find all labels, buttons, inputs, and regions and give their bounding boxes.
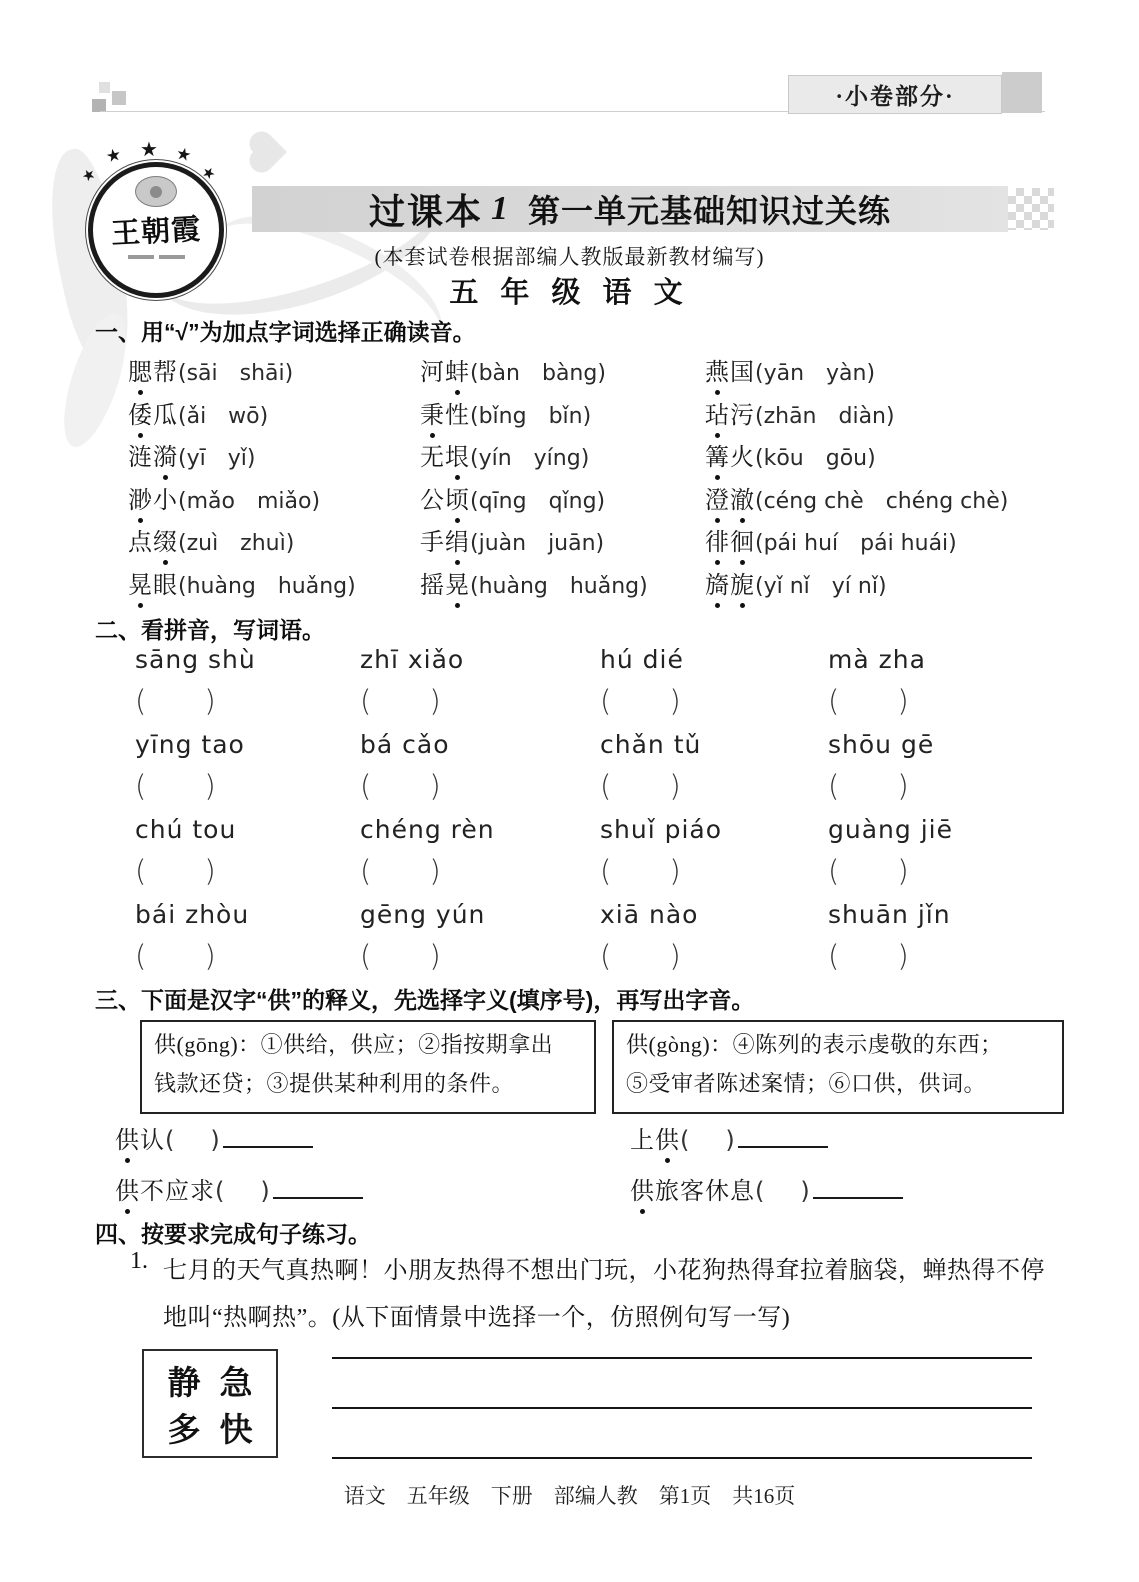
pinyin-options: (ǎi wō) <box>178 403 269 429</box>
pinyin-options: (céng chè chéng chè) <box>755 488 1009 514</box>
answer-parentheses: ( ) <box>680 1126 735 1154</box>
word-choice-item <box>420 522 705 565</box>
dotted-word: 渺小 <box>128 488 178 514</box>
answer-parentheses: ( ) <box>600 769 681 803</box>
dotted-word: 摇晃 <box>420 573 470 599</box>
word-choice-item <box>420 437 705 480</box>
answer-parentheses: ( ) <box>360 939 441 973</box>
answer-parentheses: ( ) <box>215 1177 270 1205</box>
pinyin-item <box>828 815 1055 900</box>
star-icon: ★ <box>104 144 123 167</box>
answer-parentheses: ( ) <box>600 854 681 888</box>
pinyin-label: mà zha <box>828 645 926 674</box>
dotted-word: 腮帮 <box>128 360 178 386</box>
definition-box-gong1 <box>140 1020 596 1114</box>
item-number: 1. <box>130 1248 148 1274</box>
answer-parentheses: ( ) <box>360 854 441 888</box>
definition-box-gong2 <box>612 1020 1064 1114</box>
answer-parentheses: ( ) <box>135 684 216 718</box>
unit-title-band <box>252 186 1008 232</box>
dotted-word: 上供 <box>630 1128 680 1154</box>
dotted-word: 供不应求 <box>115 1179 215 1205</box>
dotted-word: 公顷 <box>420 488 470 514</box>
word-choice-item <box>705 522 1035 565</box>
dotted-word: 点缀 <box>128 530 178 556</box>
answer-parentheses: ( ) <box>360 769 441 803</box>
pinyin-item <box>828 730 1055 815</box>
dotted-word: 玷污 <box>705 403 755 429</box>
answer-parentheses: ( ) <box>600 939 681 973</box>
grade-title: 五 年 级 语 文 <box>449 277 690 309</box>
pinyin-options: (pái huí pái huái) <box>755 531 957 556</box>
pinyin-options: (yī yǐ) <box>178 446 256 471</box>
dotted-word: 徘徊 <box>705 530 755 556</box>
pinyin-label: bái zhòu <box>135 900 250 929</box>
word-choice-item <box>128 565 420 608</box>
section-2-heading: 二、看拼音，写词语。 <box>95 617 325 643</box>
dotted-word: 倭瓜 <box>128 403 178 429</box>
pinyin-label: sāng shù <box>135 645 256 674</box>
pinyin-label: guàng jiē <box>828 815 953 844</box>
print-mark <box>112 91 126 105</box>
pinyin-options: (huàng huǎng) <box>470 573 648 599</box>
answer-parentheses: ( ) <box>828 769 909 803</box>
word-choice-item <box>420 480 705 523</box>
pinyin-options: (yǐ nǐ yí nǐ) <box>755 573 887 599</box>
hint-word: 静 <box>167 1364 201 1401</box>
word-choice-item <box>705 480 1035 523</box>
pinyin-item <box>360 900 600 985</box>
pinyin-writing-grid <box>135 645 1055 985</box>
dotted-word: 晃眼 <box>128 573 178 599</box>
pinyin-label: gēng yún <box>360 900 486 929</box>
pinyin-label: bá cǎo <box>360 730 450 759</box>
page-footer: 语文 五年级 下册 部编人教 第1页 共16页 <box>343 1484 796 1508</box>
pinyin-options: (qīng qǐng) <box>470 488 606 514</box>
corner-tag <box>788 75 1002 114</box>
word-choice-item <box>705 395 1035 438</box>
pinyin-item <box>360 730 600 815</box>
pinyin-item <box>360 815 600 900</box>
pinyin-options: (juàn juān) <box>470 531 605 556</box>
hint-word: 多 <box>167 1411 201 1448</box>
word-choice-item <box>128 395 420 438</box>
brand-name: 王朝霞 <box>110 213 202 251</box>
pinyin-item <box>360 645 600 730</box>
corner-tag-label: ·小卷部分· <box>835 84 955 109</box>
pinyin-item <box>135 815 360 900</box>
definition-line: 钱款还贷；③提供某种利用的条件。 <box>154 1071 515 1096</box>
pronunciation-choice-grid <box>128 352 1035 607</box>
subtitle: (本套试卷根据部编人教版最新教材编写) <box>374 245 765 269</box>
gong-usage-list <box>115 1120 1050 1222</box>
pinyin-label: shuǐ piáo <box>600 815 723 844</box>
pinyin-item <box>135 900 360 985</box>
pinyin-options: (zuì zhuì) <box>178 531 295 556</box>
word-choice-item <box>705 352 1035 395</box>
pinyin-options: (yín yíng) <box>470 446 590 471</box>
pinyin-label: shōu gē <box>828 730 935 759</box>
answer-parentheses: ( ) <box>135 769 216 803</box>
pinyin-options: (yān yàn) <box>755 361 876 386</box>
pinyin-options: (sāi shāi) <box>178 361 294 386</box>
section-4-heading: 四、按要求完成句子练习。 <box>95 1221 371 1247</box>
portrait-icon <box>135 176 177 207</box>
dotted-word: 旖旎 <box>705 573 755 599</box>
title-main: 第一单元基础知识过关练 <box>528 193 892 229</box>
answer-parentheses: ( ) <box>135 854 216 888</box>
pinyin-item <box>135 730 360 815</box>
dotted-word: 澄澈 <box>705 488 755 514</box>
word-choice-item <box>420 565 705 608</box>
pinyin-item <box>135 645 360 730</box>
pinyin-label: hú dié <box>600 645 684 674</box>
dotted-word: 秉性 <box>420 403 470 429</box>
pinyin-item <box>828 900 1055 985</box>
star-icon: ★ <box>174 143 194 166</box>
gong-usage-item <box>115 1120 630 1171</box>
gong-usage-item <box>630 1120 1050 1171</box>
writing-line <box>332 1407 1032 1409</box>
pinyin-item <box>600 815 828 900</box>
pinyin-item <box>600 730 828 815</box>
pinyin-options: (zhān diàn) <box>755 403 895 429</box>
dotted-word: 篝火 <box>705 445 755 471</box>
pinyin-item <box>828 645 1055 730</box>
answer-parentheses: ( ) <box>828 684 909 718</box>
answer-parentheses: ( ) <box>755 1177 810 1205</box>
dotted-word: 供旅客休息 <box>630 1179 755 1205</box>
sentence-exercise-item <box>130 1248 1070 1342</box>
pinyin-options: (kōu gōu) <box>755 446 876 471</box>
word-choice-item <box>128 352 420 395</box>
gong-usage-item <box>115 1171 630 1222</box>
answer-parentheses: ( ) <box>135 939 216 973</box>
item-text: 七月的天气真热啊！小朋友热得不想出门玩，小花狗热得耷拉着脑袋，蝉热得不停地叫“热啊热”。(从下面情景中选择一个，仿照例句写一写) <box>163 1258 1045 1331</box>
word-choice-item <box>128 522 420 565</box>
pinyin-label: chǎn tǔ <box>600 730 702 759</box>
corner-square <box>1002 72 1042 113</box>
star-icon: ★ <box>78 164 100 187</box>
writing-line <box>332 1457 1032 1459</box>
answer-parentheses: ( ) <box>360 684 441 718</box>
hint-word-box <box>142 1349 278 1458</box>
dotted-word: 手绢 <box>420 530 470 556</box>
print-mark <box>99 82 110 93</box>
dotted-word: 无垠 <box>420 445 470 471</box>
hint-word: 急 <box>219 1364 253 1401</box>
gong-usage-item <box>630 1171 1050 1222</box>
pinyin-options: (bàn bàng) <box>470 361 606 386</box>
title-prefix: 过课本 <box>368 191 483 232</box>
word-choice-item <box>128 480 420 523</box>
pinyin-label: chú tou <box>135 815 237 844</box>
pinyin-options: (mǎo miǎo) <box>178 488 321 514</box>
word-choice-item <box>128 437 420 480</box>
answer-parentheses: ( ) <box>828 939 909 973</box>
pinyin-options: (bǐng bǐn) <box>470 403 592 429</box>
pinyin-label: shuān jǐn <box>828 900 951 929</box>
answer-parentheses: ( ) <box>828 854 909 888</box>
star-icon: ★ <box>198 162 219 185</box>
star-icon: ★ <box>140 139 158 161</box>
word-choice-item <box>705 565 1035 608</box>
dotted-word: 燕国 <box>705 360 755 386</box>
answer-blank <box>738 1122 828 1148</box>
pinyin-label: zhī xiǎo <box>360 645 465 674</box>
definition-line: 供(gōng)：①供给，供应；②指按期拿出 <box>154 1032 554 1057</box>
word-choice-item <box>420 352 705 395</box>
section-3-heading: 三、下面是汉字“供”的释义，先选择字义(填序号)，再写出字音。 <box>95 987 755 1013</box>
word-choice-item <box>420 395 705 438</box>
hint-word: 快 <box>219 1411 253 1448</box>
section-1-heading: 一、用“√”为加点字词选择正确读音。 <box>95 319 476 345</box>
pinyin-label: yīng tao <box>135 730 245 759</box>
answer-blank <box>813 1173 903 1199</box>
heart-decoration <box>253 135 287 169</box>
definition-line: 供(gòng)：④陈列的表示虔敬的东西； <box>626 1032 1003 1057</box>
word-choice-item <box>705 437 1035 480</box>
pinyin-item <box>600 645 828 730</box>
title-number: 1 <box>491 190 508 227</box>
dotted-word: 涟漪 <box>128 445 178 471</box>
pinyin-label: xiā nào <box>600 900 699 929</box>
answer-blank <box>273 1173 363 1199</box>
dotted-word: 供认 <box>115 1128 165 1154</box>
dotted-word: 河蚌 <box>420 360 470 386</box>
answer-blank <box>223 1122 313 1148</box>
checker-decoration <box>1008 188 1054 230</box>
answer-parentheses: ( ) <box>165 1126 220 1154</box>
answer-parentheses: ( ) <box>600 684 681 718</box>
writing-line <box>332 1357 1032 1359</box>
pinyin-item <box>600 900 828 985</box>
pinyin-label: chéng rèn <box>360 815 495 844</box>
definition-line: ⑤受审者陈述案情；⑥口供，供词。 <box>626 1071 987 1096</box>
pinyin-options: (huàng huǎng) <box>178 573 356 599</box>
